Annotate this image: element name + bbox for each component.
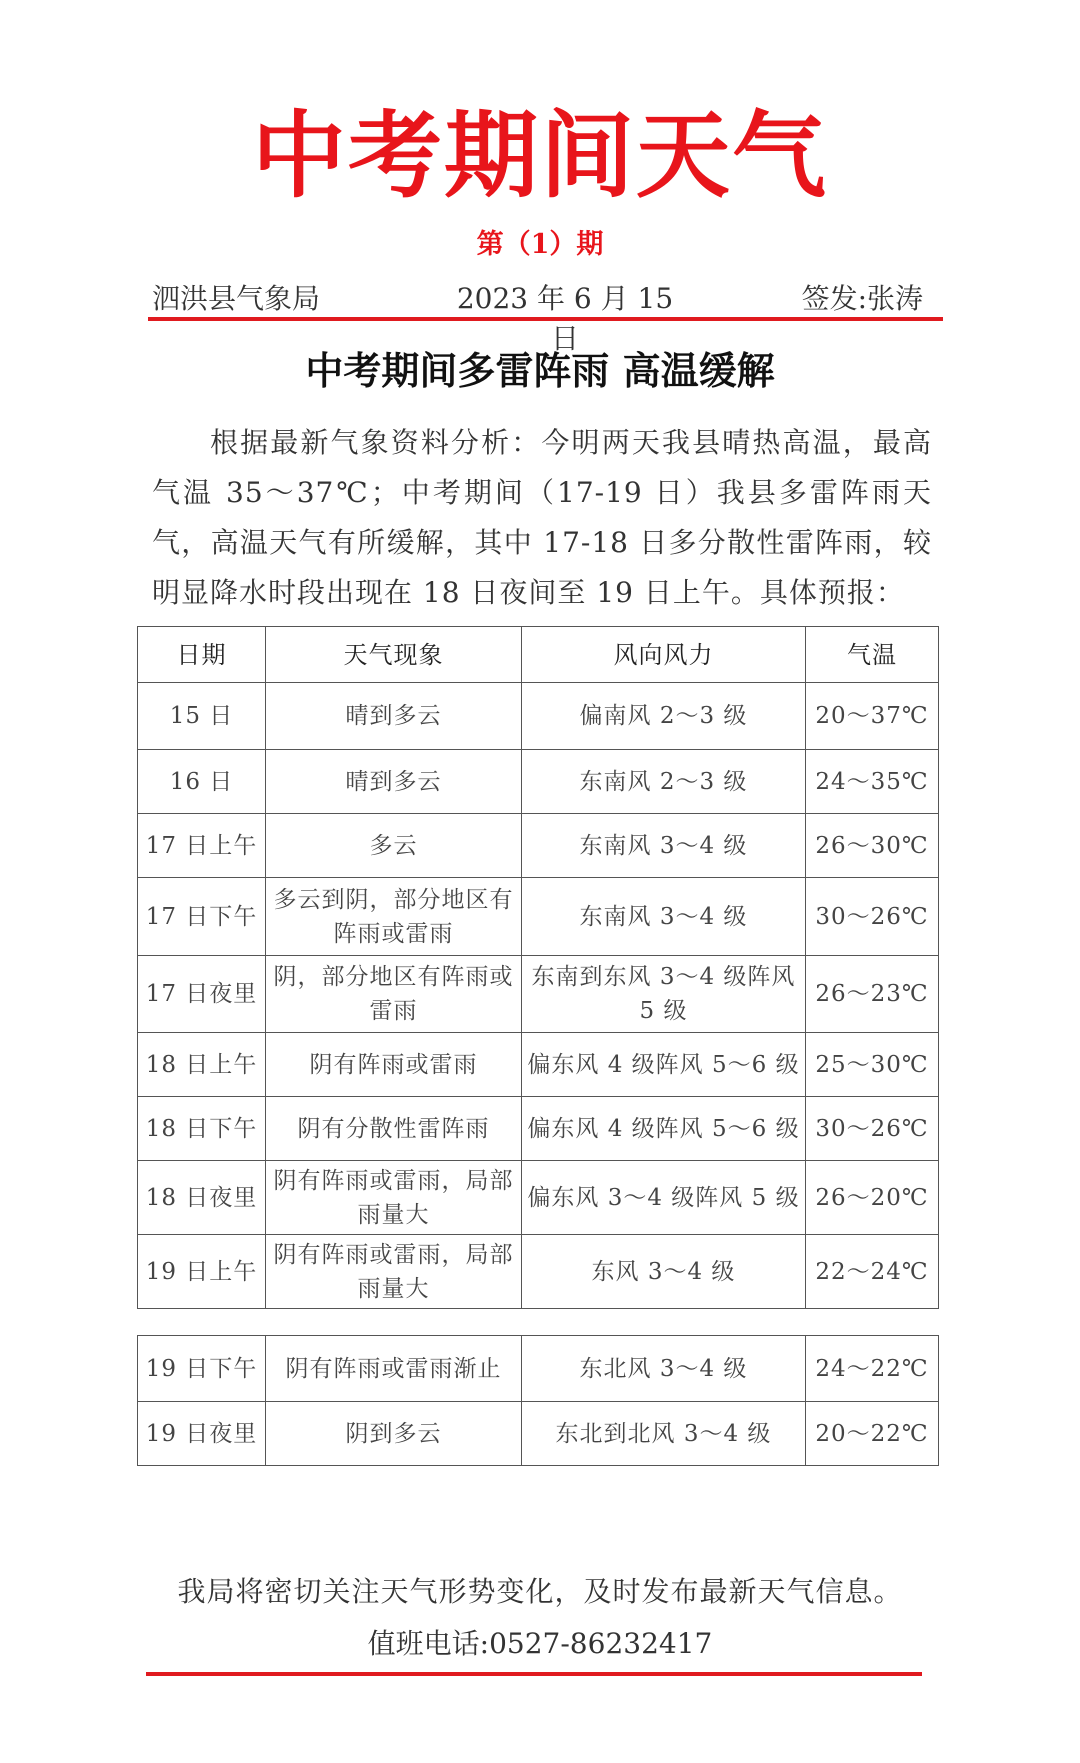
- duty-phone: 值班电话:0527-86232417: [367, 1627, 713, 1660]
- cell-temp: 22～24℃: [806, 1235, 939, 1309]
- cell-wind: 偏东风 3～4 级阵风 5 级: [522, 1161, 806, 1235]
- cell-wind: 偏东风 4 级阵风 5～6 级: [522, 1097, 806, 1161]
- cell-weather: 阴有阵雨或雷雨，局部雨量大: [266, 1235, 522, 1309]
- cell-weather: 晴到多云: [266, 683, 522, 750]
- table-row: [138, 1097, 939, 1161]
- cell-wind: 偏东风 4 级阵风 5～6 级: [522, 1033, 806, 1097]
- cell-temp: 26～23℃: [806, 956, 939, 1033]
- cell-date: 18 日上午: [138, 1033, 266, 1097]
- header-date: 日期: [138, 627, 266, 683]
- cell-wind: 东南风 2～3 级: [522, 750, 806, 814]
- cell-wind: 东北风 3～4 级: [522, 1336, 806, 1402]
- agency-name: 泗洪县气象局: [152, 282, 321, 315]
- issue-number: 第（1）期: [476, 229, 604, 260]
- cell-temp: 24～22℃: [806, 1336, 939, 1402]
- header-weather: 天气现象: [266, 627, 522, 683]
- document-title: 中考期间天气: [251, 102, 828, 211]
- cell-temp: 20～22℃: [806, 1402, 939, 1466]
- cell-weather: 晴到多云: [266, 750, 522, 814]
- cell-wind: 偏南风 2～3 级: [522, 683, 806, 750]
- cell-weather: 阴有阵雨或雷雨，局部雨量大: [266, 1161, 522, 1235]
- cell-date: 16 日: [138, 750, 266, 814]
- table-row: [138, 750, 939, 814]
- cell-temp: 26～30℃: [806, 814, 939, 878]
- cell-weather: 阴有阵雨或雷雨渐止: [266, 1336, 522, 1402]
- cell-date: 17 日上午: [138, 814, 266, 878]
- cell-weather: 阴有分散性雷阵雨: [266, 1097, 522, 1161]
- cell-temp: 20～37℃: [806, 683, 939, 750]
- table-row: [138, 1033, 939, 1097]
- cell-wind: 东南风 3～4 级: [522, 878, 806, 956]
- summary-paragraph: 根据最新气象资料分析：今明两天我县晴热高温，最高气温 35～37℃；中考期间（17-19 日）我县多雷阵雨天气，高温天气有所缓解，其中 17-18 日多分散性雷阵雨，较明显降水时段出现在 18 日夜间至 19 日上午。具体预报：: [152, 426, 932, 609]
- cell-weather: 阴到多云: [266, 1402, 522, 1466]
- cell-weather: 阴有阵雨或雷雨: [266, 1033, 522, 1097]
- cell-weather: 多云: [266, 814, 522, 878]
- cell-date: 15 日: [138, 683, 266, 750]
- cell-date: 19 日下午: [138, 1336, 266, 1402]
- table-row: [138, 683, 939, 750]
- table-row: [138, 956, 939, 1033]
- header-divider: [148, 317, 943, 321]
- cell-wind: 东南到东风 3～4 级阵风 5 级: [522, 956, 806, 1033]
- issue-date: 2023 年 6 月 15 日: [456, 282, 674, 355]
- signer: 签发:张涛: [801, 282, 923, 315]
- cell-wind: 东北到北风 3～4 级: [522, 1402, 806, 1466]
- header-wind: 风向风力: [522, 627, 806, 683]
- cell-weather: 多云到阴，部分地区有阵雨或雷雨: [266, 878, 522, 956]
- header-temp: 气温: [806, 627, 939, 683]
- cell-date: 18 日夜里: [138, 1161, 266, 1235]
- table-row: [138, 1161, 939, 1235]
- cell-date: 19 日夜里: [138, 1402, 266, 1466]
- footer-divider: [146, 1672, 922, 1676]
- cell-wind: 东南风 3～4 级: [522, 814, 806, 878]
- forecast-table-continued: [137, 1335, 939, 1466]
- table-row: [138, 1402, 939, 1466]
- cell-date: 19 日上午: [138, 1235, 266, 1309]
- cell-weather: 阴，部分地区有阵雨或雷雨: [266, 956, 522, 1033]
- table-row: [138, 814, 939, 878]
- cell-date: 17 日下午: [138, 878, 266, 956]
- cell-temp: 24～35℃: [806, 750, 939, 814]
- forecast-table: [137, 626, 939, 1309]
- table-row: [138, 1235, 939, 1309]
- table-header-row: [138, 627, 939, 683]
- table-row: [138, 1336, 939, 1402]
- cell-wind: 东风 3～4 级: [522, 1235, 806, 1309]
- cell-temp: 26～20℃: [806, 1161, 939, 1235]
- cell-temp: 25～30℃: [806, 1033, 939, 1097]
- cell-date: 18 日下午: [138, 1097, 266, 1161]
- cell-temp: 30～26℃: [806, 1097, 939, 1161]
- headline: 中考期间多雷阵雨 高温缓解: [305, 348, 775, 393]
- table-row: [138, 878, 939, 956]
- cell-date: 17 日夜里: [138, 956, 266, 1033]
- footer-notice: 我局将密切关注天气形势变化，及时发布最新天气信息。: [177, 1575, 903, 1608]
- cell-temp: 30～26℃: [806, 878, 939, 956]
